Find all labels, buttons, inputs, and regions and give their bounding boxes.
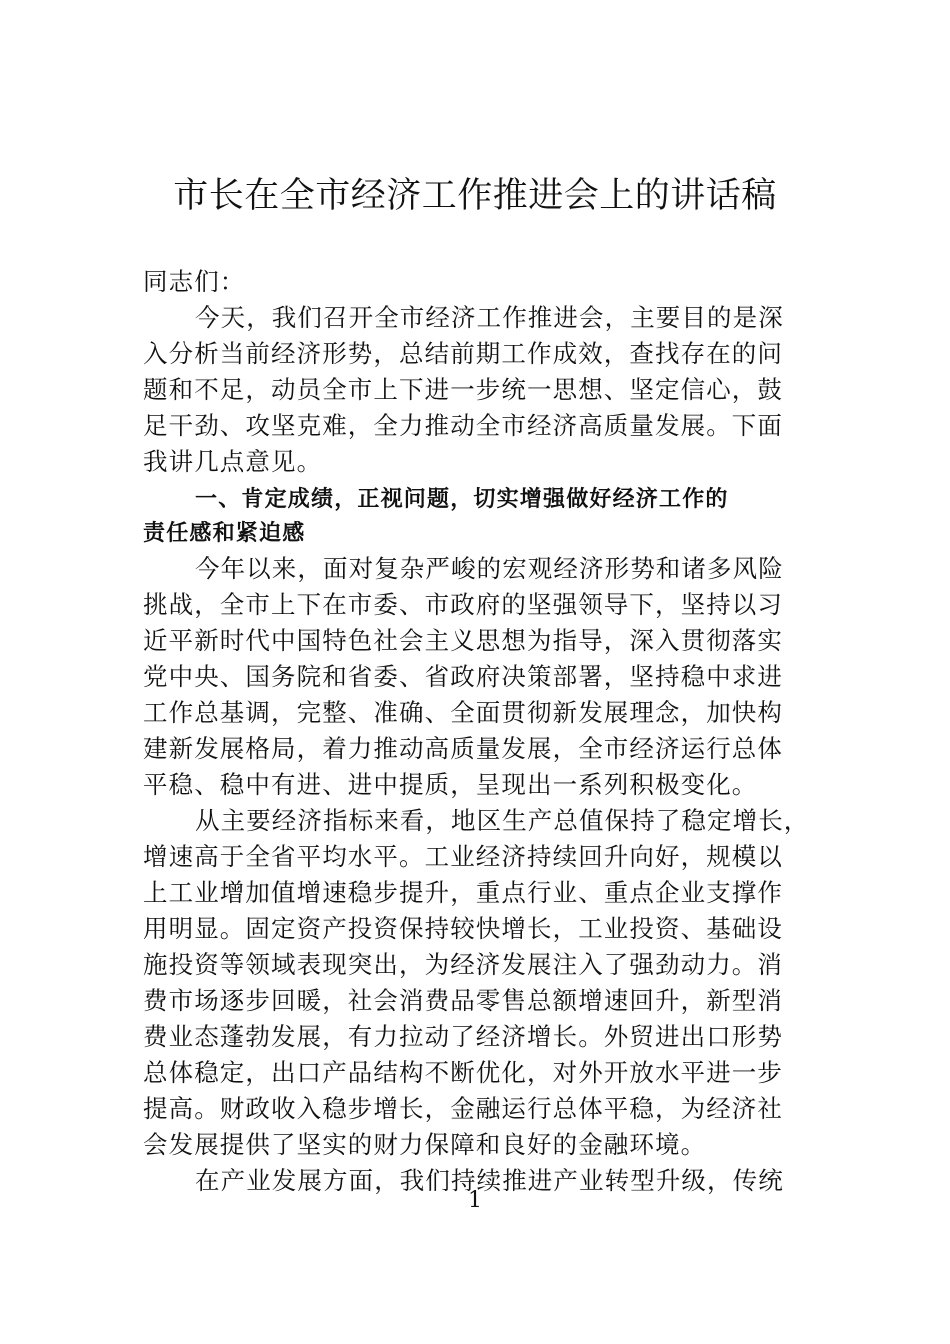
paragraph-line: 总体稳定，出口产品结构不断优化，对外开放水平进一步 [143, 1058, 783, 1087]
paragraph-line: 工作总基调，完整、准确、全面贯彻新发展理念，加快构 [143, 698, 783, 727]
paragraph-line: 今年以来，面对复杂严峻的宏观经济形势和诸多风险 [195, 554, 784, 583]
paragraph-line: 会发展提供了坚实的财力保障和良好的金融环境。 [143, 1130, 707, 1159]
heading-line: 责任感和紧迫感 [143, 521, 306, 546]
paragraph-line: 提高。财政收入稳步增长，金融运行总体平稳，为经济社 [143, 1094, 783, 1123]
paragraph-3 [143, 803, 810, 1163]
paragraph-line: 题和不足，动员全市上下进一步统一思想、坚定信心，鼓 [143, 375, 783, 404]
paragraph-line: 从主要经济指标来看，地区生产总值保持了稳定增长， [195, 806, 810, 835]
paragraph-1 [143, 300, 807, 480]
paragraph-2 [143, 551, 807, 803]
paragraph-line: 施投资等领域表现突出，为经济发展注入了强劲动力。消 [143, 950, 783, 979]
paragraph-line: 我讲几点意见。 [143, 447, 323, 476]
paragraph-line: 在产业发展方面，我们持续推进产业转型升级，传统 [195, 1166, 784, 1195]
paragraph-line: 增速高于全省平均水平。工业经济持续回升向好，规模以 [143, 842, 783, 871]
paragraph-line: 上工业增加值增速稳步提升，重点行业、重点企业支撑作 [143, 878, 783, 907]
paragraph-line: 挑战，全市上下在市委、市政府的坚强领导下，坚持以习 [143, 590, 783, 619]
document-body [143, 264, 810, 1199]
paragraph-line: 用明显。固定资产投资保持较快增长，工业投资、基础设 [143, 914, 783, 943]
paragraph-line: 近平新时代中国特色社会主义思想为指导，深入贯彻落实 [143, 626, 783, 655]
paragraph-line: 费市场逐步回暖，社会消费品零售总额增速回升，新型消 [143, 986, 783, 1015]
page-number: 1 [468, 1188, 482, 1213]
paragraph-line: 平稳、稳中有进、进中提质，呈现出一系列积极变化。 [143, 770, 758, 799]
paragraph-line: 建新发展格局，着力推动高质量发展，全市经济运行总体 [143, 734, 783, 763]
paragraph-line: 入分析当前经济形势，总结前期工作成效，查找存在的问 [143, 339, 783, 368]
salutation: 同志们： [143, 267, 246, 296]
section-heading-1 [143, 483, 807, 551]
paragraph-line: 今天，我们召开全市经济工作推进会，主要目的是深 [195, 303, 784, 332]
paragraph-line: 足干劲、攻坚克难，全力推动全市经济高质量发展。下面 [143, 411, 783, 440]
paragraph-line: 党中央、国务院和省委、省政府决策部署，坚持稳中求进 [143, 662, 783, 691]
document-title: 市长在全市经济工作推进会上的讲话稿 [173, 176, 777, 216]
paragraph-line: 费业态蓬勃发展，有力拉动了经济增长。外贸进出口形势 [143, 1022, 783, 1051]
heading-line: 一、肯定成绩，正视问题，切实增强做好经济工作的 [195, 487, 729, 512]
